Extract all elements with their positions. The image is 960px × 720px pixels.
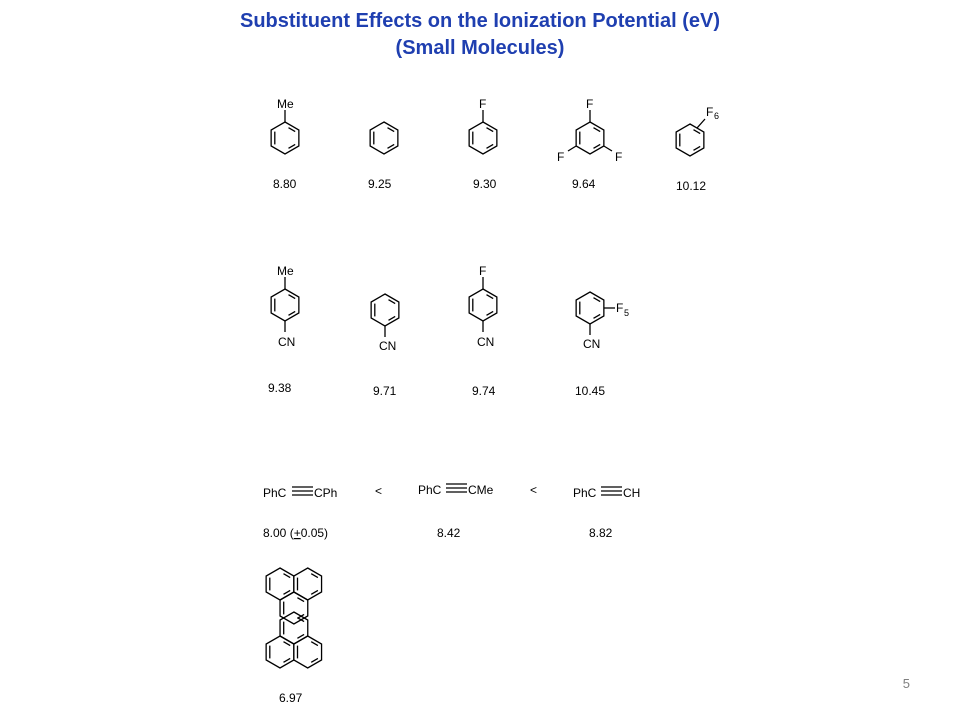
ip-value-benzene: 9.25 [368,177,392,191]
subscript-label: 6 [714,111,720,121]
methylphenylacetylene-structure [418,483,494,497]
ip-value-fluorobenzonitrile: 9.74 [472,384,496,398]
substituent-label: Me [277,264,294,278]
substituent-label: F [586,97,594,111]
diphenylacetylene-structure [263,486,337,500]
substituent-label: F [616,301,624,315]
substituent-label: F [615,150,623,164]
ip-value-diphenylacetylene: 8.00 (+0.05) [263,526,329,540]
substituent-label: F [706,105,714,119]
slide-title-line2: (Small Molecules) [395,37,565,59]
ip-value-phenylacetylene: 8.82 [589,526,613,540]
fluorobenzene-structure [469,97,497,154]
ip-value-hexafluorobenzene: 10.12 [676,179,707,193]
substituent-label: F [557,150,565,164]
nitrile-label: CN [583,337,601,351]
substituent-label: F [479,97,487,111]
ip-value-tolunitrile: 9.38 [268,381,292,395]
less-than-sign: < [530,483,538,497]
alkyne-left-label: PhC [263,486,287,500]
nitrile-label: CN [477,335,495,349]
slide-title-line1: Substituent Effects on the Ionization Potential (eV) [239,10,720,32]
nitrile-label: CN [379,339,397,353]
ip-value-perylene: 6.97 [279,691,303,705]
nitrile-label: CN [278,335,296,349]
phenylacetylene-structure [573,486,640,500]
pentafluorobenzonitrile-structure [576,292,629,351]
perylene-structure [266,568,321,668]
alkyne-left-label: PhC [418,483,442,497]
subscript-label: 5 [624,308,630,318]
ip-value-trifluorobenzene: 9.64 [572,177,596,191]
ip-value-toluene: 8.80 [273,177,297,191]
toluene-structure [271,97,299,154]
benzonitrile-structure [371,294,399,353]
less-than-sign: < [375,484,383,498]
ip-value-benzonitrile: 9.71 [373,384,397,398]
alkyne-left-label: PhC [573,486,597,500]
ip-value-fluorobenzene: 9.30 [473,177,497,191]
alkyne-right-label: CMe [468,483,494,497]
substituent-label: Me [277,97,294,111]
substituent-label: F [479,264,487,278]
alkyne-right-label: CH [623,486,641,500]
page-number: 5 [902,676,910,691]
ip-value-methylphenylacetylene: 8.42 [437,526,461,540]
trifluorobenzene-structure [557,97,622,164]
alkyne-right-label: CPh [314,486,338,500]
ip-value-pentafluorobenzonitrile: 10.45 [575,384,606,398]
fluorobenzonitrile-structure [469,264,497,349]
hexafluorobenzene-structure [676,105,719,156]
benzene-structure [370,122,398,154]
tolunitrile-structure [271,264,299,349]
